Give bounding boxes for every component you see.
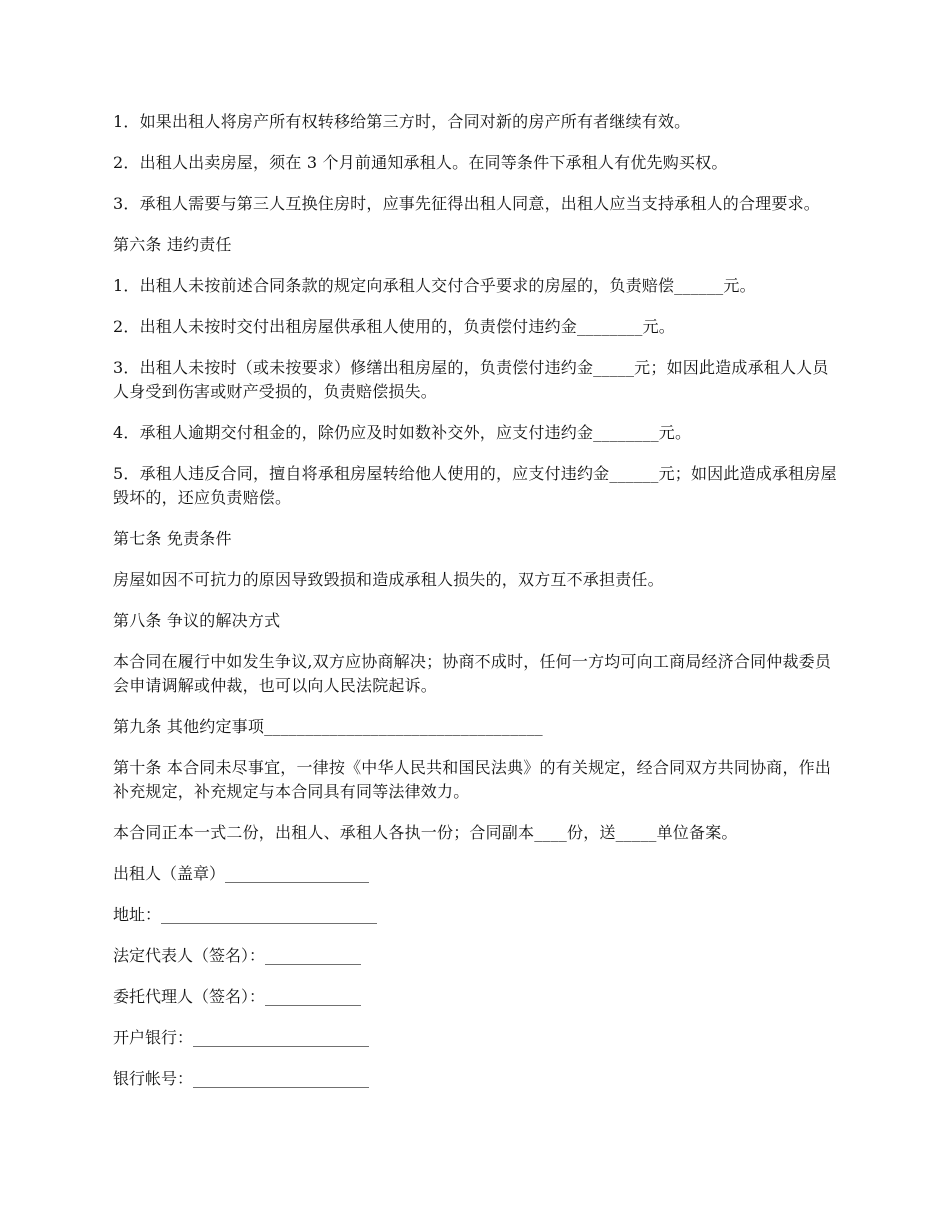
- signature-address: 地址：___________________________: [113, 905, 378, 924]
- clause-item-2: 2．出租人出卖房屋，须在 3 个月前通知承租人。在同等条件下承租人有优先购买权。: [113, 153, 728, 172]
- signature-agent: 委托代理人（签名）：____________: [113, 987, 362, 1006]
- clause-item-3: 3．承租人需要与第三人互换住房时，应事先征得出租人同意，出租人应当支持承租人的合理要求。: [113, 194, 820, 213]
- section-9-other-matters: 第九条 其他约定事项__________________________________: [113, 717, 543, 736]
- section-heading-7: 第七条 免责条件: [113, 529, 232, 548]
- section-10-supplement: 第十条 本合同未尽事宜，一律按《中华人民共和国民法典》的有关规定，经合同双方共同协商，作出补充规定，补充规定与本合同具有同等法律效力。: [113, 758, 832, 801]
- signature-legal-representative: 法定代表人（签名）：____________: [113, 946, 362, 965]
- breach-item-5: 5．承租人违反合同，擅自将承租房屋转给他人使用的，应支付违约金______元；如因此造成承租房屋毁坏的，还应负责赔偿。: [113, 464, 837, 507]
- signature-lessor: 出租人（盖章）__________________: [113, 864, 370, 883]
- breach-item-2: 2．出租人未按时交付出租房屋供承租人使用的，负责偿付违约金________元。: [113, 317, 675, 336]
- section-heading-8: 第八条 争议的解决方式: [113, 611, 281, 630]
- breach-item-3: 3．出租人未按时（或未按要求）修缮出租房屋的，负责偿付违约金_____元；如因此造成承租人人员人身受到伤害或财产受损的，负责赔偿损失。: [113, 358, 829, 401]
- dispute-text: 本合同在履行中如发生争议,双方应协商解决；协商不成时，任何一方均可向工商局经济合同仲裁委员会申请调解或仲裁，也可以向人民法院起诉。: [113, 652, 832, 695]
- exemption-text: 房屋如因不可抗力的原因导致毁损和造成承租人损失的，双方互不承担责任。: [113, 570, 664, 589]
- breach-item-1: 1．出租人未按前述合同条款的规定向承租人交付合乎要求的房屋的，负责赔偿______元。: [113, 276, 756, 295]
- clause-item-1: 1．如果出租人将房产所有权转移给第三方时，合同对新的房产所有者继续有效。: [113, 112, 691, 131]
- signature-bank: 开户银行：______________________: [113, 1028, 370, 1047]
- copies-text: 本合同正本一式二份，出租人、承租人各执一份；合同副本____份，送_____单位备案。: [113, 823, 738, 842]
- document-page: [113, 110, 843, 1108]
- breach-item-4: 4．承租人逾期交付租金的，除仍应及时如数补交外，应支付违约金________元。: [113, 423, 692, 442]
- signature-account-number: 银行帐号：______________________: [113, 1069, 370, 1088]
- section-heading-6: 第六条 违约责任: [113, 235, 232, 254]
